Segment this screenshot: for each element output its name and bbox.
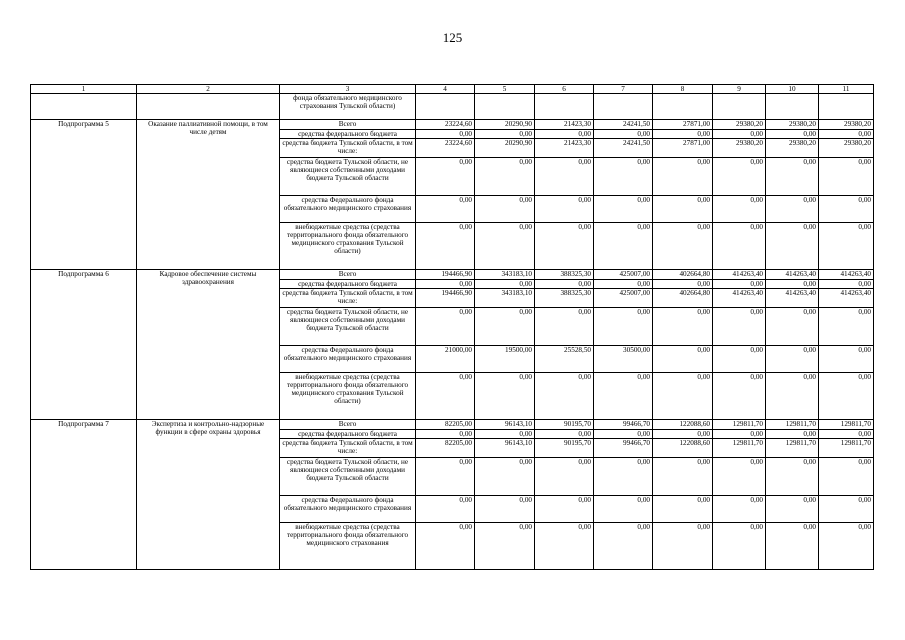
amount-cell: 27871,00 [653, 120, 713, 130]
amount-cell: 0,00 [713, 458, 766, 496]
amount-cell: 21423,30 [535, 120, 594, 130]
amount-cell: 0,00 [416, 373, 475, 420]
page-number: 125 [442, 30, 463, 45]
subprogram-number-cell: Подпрограмма 6 [31, 270, 137, 420]
amount-cell: 99466,70 [594, 439, 653, 458]
amount-cell: 122088,60 [653, 439, 713, 458]
funding-source-cell: средства бюджета Тульской области, не являющиеся собственными доходами бюджета Тульской области [280, 458, 416, 496]
amount-cell: 414263,40 [819, 289, 874, 308]
amount-cell: 343183,10 [475, 289, 535, 308]
amount-cell: 0,00 [416, 280, 475, 289]
amount-cell: 0,00 [416, 430, 475, 439]
amount-cell: 0,00 [713, 496, 766, 523]
amount-cell: 0,00 [713, 373, 766, 420]
amount-cell: 0,00 [653, 373, 713, 420]
amount-cell: 0,00 [475, 308, 535, 346]
subprogram-name-cell: Оказание паллиативной помощи, в том числе детям [137, 120, 280, 270]
amount-cell: 0,00 [535, 158, 594, 196]
amount-cell: 194466,90 [416, 289, 475, 308]
amount-cell: 0,00 [653, 430, 713, 439]
funding-source-cell: внебюджетные средства (средства территориального фонда обязательного медицинского страхования [280, 523, 416, 570]
amount-cell: 0,00 [594, 430, 653, 439]
amount-cell: 0,00 [594, 130, 653, 139]
amount-cell: 0,00 [713, 223, 766, 270]
amount-cell: 402664,80 [653, 270, 713, 280]
subprogram-number-cell: Подпрограмма 7 [31, 420, 137, 570]
column-header: 5 [475, 85, 535, 94]
funding-source-cell: фонда обязательного медицинского страхования Тульской области) [280, 94, 416, 120]
amount-cell: 29380,20 [819, 139, 874, 158]
amount-cell: 0,00 [594, 308, 653, 346]
column-header: 2 [137, 85, 280, 94]
amount-cell: 194466,90 [416, 270, 475, 280]
amount-cell: 414263,40 [766, 270, 819, 280]
amount-cell: 0,00 [416, 196, 475, 223]
amount-cell: 29380,20 [766, 139, 819, 158]
column-header: 7 [594, 85, 653, 94]
amount-cell: 0,00 [713, 346, 766, 373]
amount-cell: 21423,30 [535, 139, 594, 158]
table-body [31, 94, 874, 570]
amount-cell: 0,00 [819, 458, 874, 496]
amount-cell: 0,00 [713, 280, 766, 289]
amount-cell: 0,00 [475, 430, 535, 439]
amount-cell: 0,00 [475, 223, 535, 270]
funding-source-cell: средства бюджета Тульской области, в том числе: [280, 289, 416, 308]
amount-cell: 0,00 [653, 158, 713, 196]
amount-cell: 0,00 [594, 496, 653, 523]
amount-cell: 0,00 [766, 496, 819, 523]
funding-source-cell: средства Федерального фонда обязательного медицинского страхования [280, 496, 416, 523]
amount-cell: 0,00 [416, 158, 475, 196]
amount-cell: 90195,70 [535, 439, 594, 458]
amount-cell: 0,00 [535, 458, 594, 496]
column-header: 6 [535, 85, 594, 94]
amount-cell: 0,00 [653, 346, 713, 373]
amount-cell: 0,00 [475, 196, 535, 223]
amount-cell: 0,00 [535, 196, 594, 223]
amount-cell: 20290,90 [475, 120, 535, 130]
amount-cell: 0,00 [819, 158, 874, 196]
amount-cell: 0,00 [819, 130, 874, 139]
amount-cell: 0,00 [535, 523, 594, 570]
amount-cell: 0,00 [475, 158, 535, 196]
subprogram-number-cell: Подпрограмма 5 [31, 120, 137, 270]
amount-cell: 414263,40 [713, 270, 766, 280]
amount-cell: 0,00 [416, 496, 475, 523]
subprogram-name-cell: Кадровое обеспечение системы здравоохранения [137, 270, 280, 420]
amount-cell: 0,00 [766, 458, 819, 496]
funding-source-cell: средства бюджета Тульской области, в том числе: [280, 439, 416, 458]
amount-cell: 0,00 [475, 523, 535, 570]
amount-cell: 0,00 [416, 523, 475, 570]
amount-cell: 0,00 [416, 458, 475, 496]
amount-cell: 0,00 [653, 130, 713, 139]
amount-cell: 0,00 [819, 346, 874, 373]
table-row [31, 120, 874, 130]
amount-cell: 0,00 [766, 308, 819, 346]
continuation-row [31, 94, 874, 120]
amount-cell: 0,00 [766, 430, 819, 439]
amount-cell: 388325,30 [535, 289, 594, 308]
funding-source-cell: средства федерального бюджета [280, 130, 416, 139]
amount-cell: 30500,00 [594, 346, 653, 373]
funding-source-cell: Всего [280, 270, 416, 280]
amount-cell: 0,00 [475, 373, 535, 420]
amount-cell: 0,00 [594, 458, 653, 496]
amount-cell: 0,00 [766, 223, 819, 270]
amount-cell: 0,00 [535, 496, 594, 523]
amount-cell: 0,00 [766, 196, 819, 223]
amount-cell: 0,00 [535, 373, 594, 420]
amount-cell: 20290,90 [475, 139, 535, 158]
amount-cell: 0,00 [819, 280, 874, 289]
column-header: 11 [819, 85, 874, 94]
column-header: 1 [31, 85, 137, 94]
amount-cell: 0,00 [653, 308, 713, 346]
amount-cell: 0,00 [766, 130, 819, 139]
amount-cell: 0,00 [819, 196, 874, 223]
amount-cell: 0,00 [594, 373, 653, 420]
amount-cell: 0,00 [766, 373, 819, 420]
funding-source-cell: средства Федерального фонда обязательного медицинского страхования [280, 346, 416, 373]
column-header: 4 [416, 85, 475, 94]
amount-cell: 29380,20 [713, 139, 766, 158]
column-header: 8 [653, 85, 713, 94]
funding-source-cell: средства федерального бюджета [280, 280, 416, 289]
amount-cell: 99466,70 [594, 420, 653, 430]
amount-cell: 425007,00 [594, 289, 653, 308]
amount-cell: 0,00 [475, 280, 535, 289]
amount-cell: 0,00 [713, 130, 766, 139]
amount-cell: 0,00 [594, 223, 653, 270]
amount-cell: 0,00 [475, 458, 535, 496]
amount-cell: 27871,00 [653, 139, 713, 158]
amount-cell: 0,00 [713, 308, 766, 346]
amount-cell: 23224,60 [416, 139, 475, 158]
amount-cell: 414263,40 [766, 289, 819, 308]
amount-cell: 96143,10 [475, 439, 535, 458]
funding-source-cell: средства Федерального фонда обязательного медицинского страхования [280, 196, 416, 223]
column-header: 9 [713, 85, 766, 94]
amount-cell: 0,00 [819, 373, 874, 420]
amount-cell: 96143,10 [475, 420, 535, 430]
amount-cell: 21000,00 [416, 346, 475, 373]
funding-source-cell: средства федерального бюджета [280, 430, 416, 439]
amount-cell: 0,00 [416, 223, 475, 270]
budget-table [30, 84, 874, 570]
amount-cell: 0,00 [594, 523, 653, 570]
amount-cell: 129811,70 [713, 439, 766, 458]
table-row [31, 270, 874, 280]
amount-cell: 0,00 [535, 280, 594, 289]
amount-cell: 0,00 [819, 523, 874, 570]
amount-cell: 129811,70 [766, 439, 819, 458]
amount-cell: 129811,70 [819, 420, 874, 430]
amount-cell: 0,00 [653, 496, 713, 523]
amount-cell: 425007,00 [594, 270, 653, 280]
amount-cell: 23224,60 [416, 120, 475, 130]
amount-cell: 129811,70 [819, 439, 874, 458]
amount-cell: 0,00 [713, 430, 766, 439]
amount-cell: 0,00 [766, 280, 819, 289]
amount-cell: 0,00 [653, 523, 713, 570]
amount-cell: 0,00 [653, 280, 713, 289]
amount-cell: 0,00 [819, 430, 874, 439]
amount-cell: 0,00 [713, 523, 766, 570]
amount-cell: 0,00 [594, 280, 653, 289]
amount-cell: 0,00 [819, 308, 874, 346]
amount-cell: 414263,40 [819, 270, 874, 280]
amount-cell: 0,00 [535, 130, 594, 139]
funding-source-cell: средства бюджета Тульской области, не являющиеся собственными доходами бюджета Тульской области [280, 308, 416, 346]
amount-cell: 24241,50 [594, 139, 653, 158]
amount-cell: 29380,20 [766, 120, 819, 130]
amount-cell: 29380,20 [819, 120, 874, 130]
funding-source-cell: внебюджетные средства (средства территориального фонда обязательного медицинского страхования Тульской области) [280, 373, 416, 420]
amount-cell: 0,00 [653, 196, 713, 223]
amount-cell: 0,00 [653, 223, 713, 270]
amount-cell: 0,00 [416, 130, 475, 139]
amount-cell: 0,00 [594, 158, 653, 196]
amount-cell: 25528,50 [535, 346, 594, 373]
amount-cell: 129811,70 [766, 420, 819, 430]
column-header: 10 [766, 85, 819, 94]
subprogram-name-cell: Экспертиза и контрольно-надзорные функции в сфере охраны здоровья [137, 420, 280, 570]
amount-cell: 0,00 [713, 196, 766, 223]
amount-cell: 0,00 [475, 130, 535, 139]
funding-source-cell: Всего [280, 420, 416, 430]
column-header: 3 [280, 85, 416, 94]
amount-cell: 0,00 [766, 523, 819, 570]
amount-cell: 0,00 [713, 158, 766, 196]
amount-cell: 0,00 [475, 496, 535, 523]
amount-cell: 0,00 [416, 308, 475, 346]
amount-cell: 0,00 [535, 308, 594, 346]
amount-cell: 82205,00 [416, 439, 475, 458]
amount-cell: 0,00 [535, 223, 594, 270]
amount-cell: 129811,70 [713, 420, 766, 430]
amount-cell: 19500,00 [475, 346, 535, 373]
amount-cell: 90195,70 [535, 420, 594, 430]
amount-cell: 0,00 [766, 158, 819, 196]
column-header-row [31, 85, 874, 94]
amount-cell: 414263,40 [713, 289, 766, 308]
funding-source-cell: средства бюджета Тульской области, в том числе: [280, 139, 416, 158]
table-row [31, 420, 874, 430]
amount-cell: 0,00 [594, 196, 653, 223]
amount-cell: 122088,60 [653, 420, 713, 430]
amount-cell: 0,00 [535, 430, 594, 439]
amount-cell: 0,00 [653, 458, 713, 496]
amount-cell: 402664,80 [653, 289, 713, 308]
amount-cell: 24241,50 [594, 120, 653, 130]
funding-source-cell: внебюджетные средства (средства территориального фонда обязательного медицинского страхования Тульской области) [280, 223, 416, 270]
amount-cell: 29380,20 [713, 120, 766, 130]
amount-cell: 343183,10 [475, 270, 535, 280]
funding-source-cell: средства бюджета Тульской области, не являющиеся собственными доходами бюджета Тульской области [280, 158, 416, 196]
amount-cell: 388325,30 [535, 270, 594, 280]
amount-cell: 82205,00 [416, 420, 475, 430]
amount-cell: 0,00 [819, 223, 874, 270]
funding-source-cell: Всего [280, 120, 416, 130]
amount-cell: 0,00 [766, 346, 819, 373]
amount-cell: 0,00 [819, 496, 874, 523]
